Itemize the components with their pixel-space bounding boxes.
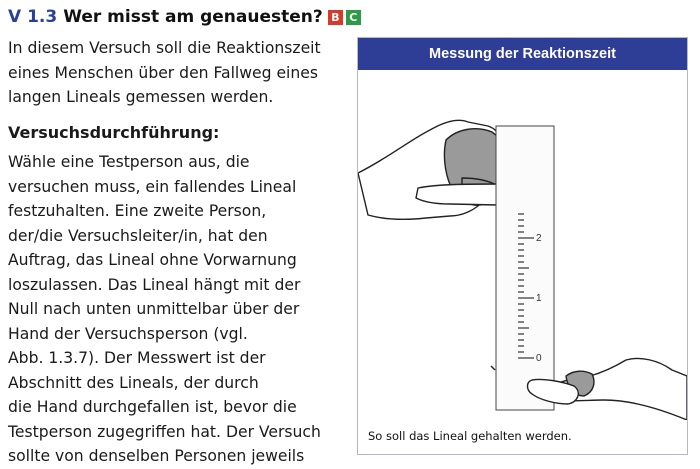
figure-illustration xyxy=(358,70,687,420)
ruler-label-1: 1 xyxy=(536,293,542,304)
figure-caption: So soll das Lineal gehalten werden. xyxy=(368,429,572,443)
procedure-line: Abschnitt des Lineals, der durch xyxy=(8,373,259,392)
procedure-line: Wähle eine Testperson aus, die xyxy=(8,153,250,171)
procedure-line: Auftrag, das Lineal ohne Vorwarnung xyxy=(8,251,297,269)
procedure-line: Hand der Versuchsperson (vgl. xyxy=(8,324,248,343)
procedure-line: Abb. 1.3.7). Der Messwert ist der xyxy=(8,349,266,367)
level-badge-b: B xyxy=(328,10,343,25)
upper-hand-illustration xyxy=(358,120,515,219)
procedure-line: die Hand durchgefallen ist, bevor die xyxy=(8,398,297,416)
figure-title: Messung der Reaktionszeit xyxy=(358,38,687,70)
procedure-line: versuchen muss, ein fallendes Lineal xyxy=(8,177,297,196)
intro-line: In diesem Versuch soll die Reaktionszeit xyxy=(8,39,321,57)
reaction-time-figure xyxy=(357,37,688,455)
ruler-illustration xyxy=(496,126,554,410)
procedure-line: festzuhalten. Eine zweite Person, xyxy=(8,202,267,220)
experiment-header xyxy=(8,5,361,29)
procedure-line: sollte von denselben Personen jeweils xyxy=(8,447,305,465)
ruler-label-0: 0 xyxy=(536,353,542,364)
procedure-heading: Versuchsdurchführung: xyxy=(8,123,220,142)
procedure-line: Testperson zugegriffen hat. Der Versuch xyxy=(8,422,321,441)
procedure-paragraph xyxy=(8,150,348,469)
level-badge-c: C xyxy=(346,10,361,25)
procedure-line: Null nach unten unmittelbar über der xyxy=(8,300,300,318)
procedure-line: der/die Versuchsleiter/in, hat den xyxy=(8,226,268,245)
procedure-line: loszulassen. Das Lineal hängt mit der xyxy=(8,275,301,294)
ruler-label-2: 2 xyxy=(536,233,542,244)
experiment-number: V 1.3 xyxy=(8,7,58,27)
intro-line: eines Menschen über den Fallweg eines xyxy=(8,63,318,82)
intro-line: langen Lineals gemessen werden. xyxy=(8,88,274,106)
experiment-title: Wer misst am genauesten? xyxy=(63,7,323,27)
intro-paragraph xyxy=(8,36,348,110)
